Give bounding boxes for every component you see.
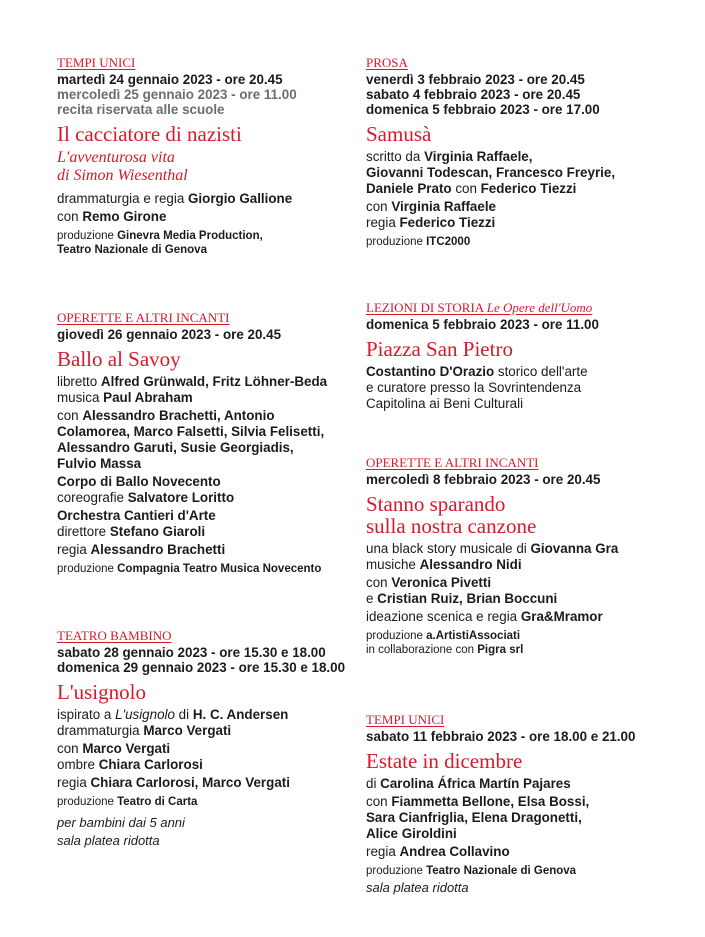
credit-line: con Fiammetta Bellone, Elsa Bossi, Sara Cianfriglia, Elena Dragonetti, Alice Giroldini bbox=[366, 794, 590, 841]
event-date: domenica 29 gennaio 2023 - ore 15.30 e 18.00 bbox=[57, 660, 346, 675]
credit-line: ispirato a L'usignolo di H. C. Andersen drammaturgia Marco Vergati bbox=[57, 707, 289, 738]
event-date: giovedì 26 gennaio 2023 - ore 20.45 bbox=[57, 327, 282, 342]
credit-line: con Virginia Raffaele regia Federico Tiezzi bbox=[366, 199, 496, 230]
production-line: produzione Teatro di Carta bbox=[57, 796, 198, 808]
production-line: produzione Teatro Nazionale di Genova bbox=[366, 865, 577, 877]
event-date: sabato 11 febbraio 2023 - ore 18.00 e 21.00 bbox=[366, 729, 636, 744]
event-category: PROSA bbox=[366, 55, 408, 70]
event-date: mercoledì 8 febbraio 2023 - ore 20.45 bbox=[366, 472, 601, 487]
event-title: Estate in dicembre bbox=[366, 749, 523, 773]
credit-line: drammaturgia e regia Giorgio Gallione bbox=[57, 191, 293, 206]
event-ballo-al-savoy bbox=[57, 310, 352, 576]
event-stanno-sparando bbox=[366, 455, 666, 657]
event-category: TEMPI UNICI bbox=[57, 55, 136, 70]
event-title: Piazza San Pietro bbox=[366, 337, 513, 361]
event-category: LEZIONI DI STORIA Le Opere dell'Uomo bbox=[366, 300, 593, 315]
event-date: mercoledì 25 gennaio 2023 - ore 11.00 bbox=[57, 87, 297, 102]
production-line: produzione Compagnia Teatro Musica Novecento bbox=[57, 563, 322, 575]
event-note: recita riservata alle scuole bbox=[57, 102, 225, 117]
event-title: Stanno sparando sulla nostra canzone bbox=[366, 492, 537, 538]
event-usignolo bbox=[57, 628, 352, 849]
event-date: domenica 5 febbraio 2023 - ore 17.00 bbox=[366, 102, 600, 117]
event-note: sala platea ridotta bbox=[57, 833, 160, 848]
credit-line: con Veronica Pivetti e Cristian Ruiz, Brian Boccuni bbox=[366, 575, 558, 606]
event-title: Ballo al Savoy bbox=[57, 347, 181, 371]
event-title: L'usignolo bbox=[57, 680, 146, 704]
credit-line: regia Alessandro Brachetti bbox=[57, 542, 226, 557]
credit-line: Corpo di Ballo Novecento coreografie Salvatore Loritto bbox=[57, 474, 235, 505]
production-line: produzione ITC2000 bbox=[366, 236, 471, 248]
event-date: domenica 5 febbraio 2023 - ore 11.00 bbox=[366, 317, 599, 332]
credit-line: libretto Alfred Grünwald, Fritz Löhner-Beda musica Paul Abraham bbox=[57, 374, 328, 405]
credit-line: con Alessandro Brachetti, Antonio Colamorea, Marco Falsetti, Silvia Felisetti, Alessandro Garuti, Susie Georgiadis, Fulvio Massa bbox=[57, 408, 325, 471]
event-date: martedì 24 gennaio 2023 - ore 20.45 bbox=[57, 72, 283, 87]
credit-line: di Carolina África Martín Pajares bbox=[366, 776, 571, 791]
event-title: Il cacciatore di nazisti bbox=[57, 122, 242, 146]
event-samusa bbox=[366, 55, 666, 249]
credit-line: scritto da Virginia Raffaele, Giovanni Todescan, Francesco Freyrie, Daniele Prato con Federico Tiezzi bbox=[366, 149, 616, 196]
credit-line: regia Chiara Carlorosi, Marco Vergati bbox=[57, 775, 290, 790]
event-category: OPERETTE E ALTRI INCANTI bbox=[57, 310, 230, 325]
credit-line: ideazione scenica e regia Gra&Mramor bbox=[366, 609, 603, 624]
credit-line: Orchestra Cantieri d'Arte direttore Stefano Giaroli bbox=[57, 508, 216, 539]
credit-line: con Marco Vergati ombre Chiara Carlorosi bbox=[57, 741, 203, 772]
event-estate-in-dicembre bbox=[366, 712, 666, 896]
event-piazza-san-pietro bbox=[366, 300, 666, 412]
credit-line: con Remo Girone bbox=[57, 209, 167, 224]
event-cacciatore-di-nazisti bbox=[57, 55, 352, 257]
event-category: TEMPI UNICI bbox=[366, 712, 445, 727]
event-note: sala platea ridotta bbox=[366, 880, 469, 895]
credit-line: una black story musicale di Giovanna Gra musiche Alessandro Nidi bbox=[366, 541, 619, 572]
production-line: produzione a.ArtistiAssociati in collaborazione con Pigra srl bbox=[366, 630, 524, 656]
event-date: sabato 28 gennaio 2023 - ore 15.30 e 18.00 bbox=[57, 645, 326, 660]
production-line: produzione Ginevra Media Production, Teatro Nazionale di Genova bbox=[57, 230, 263, 256]
event-date: sabato 4 febbraio 2023 - ore 20.45 bbox=[366, 87, 581, 102]
credit-line: regia Andrea Collavino bbox=[366, 844, 510, 859]
credit-line: Costantino D'Orazio storico dell'arte e curatore presso la Sovrintendenza Capitolina ai Beni Culturali bbox=[366, 364, 588, 411]
event-subtitle: L'avventurosa vita di Simon Wiesenthal bbox=[57, 149, 188, 184]
event-note: per bambini dai 5 anni bbox=[57, 815, 185, 830]
event-date: venerdì 3 febbraio 2023 - ore 20.45 bbox=[366, 72, 585, 87]
event-category: TEATRO BAMBINO bbox=[57, 628, 172, 643]
event-title: Samusà bbox=[366, 122, 432, 146]
event-category: OPERETTE E ALTRI INCANTI bbox=[366, 455, 539, 470]
